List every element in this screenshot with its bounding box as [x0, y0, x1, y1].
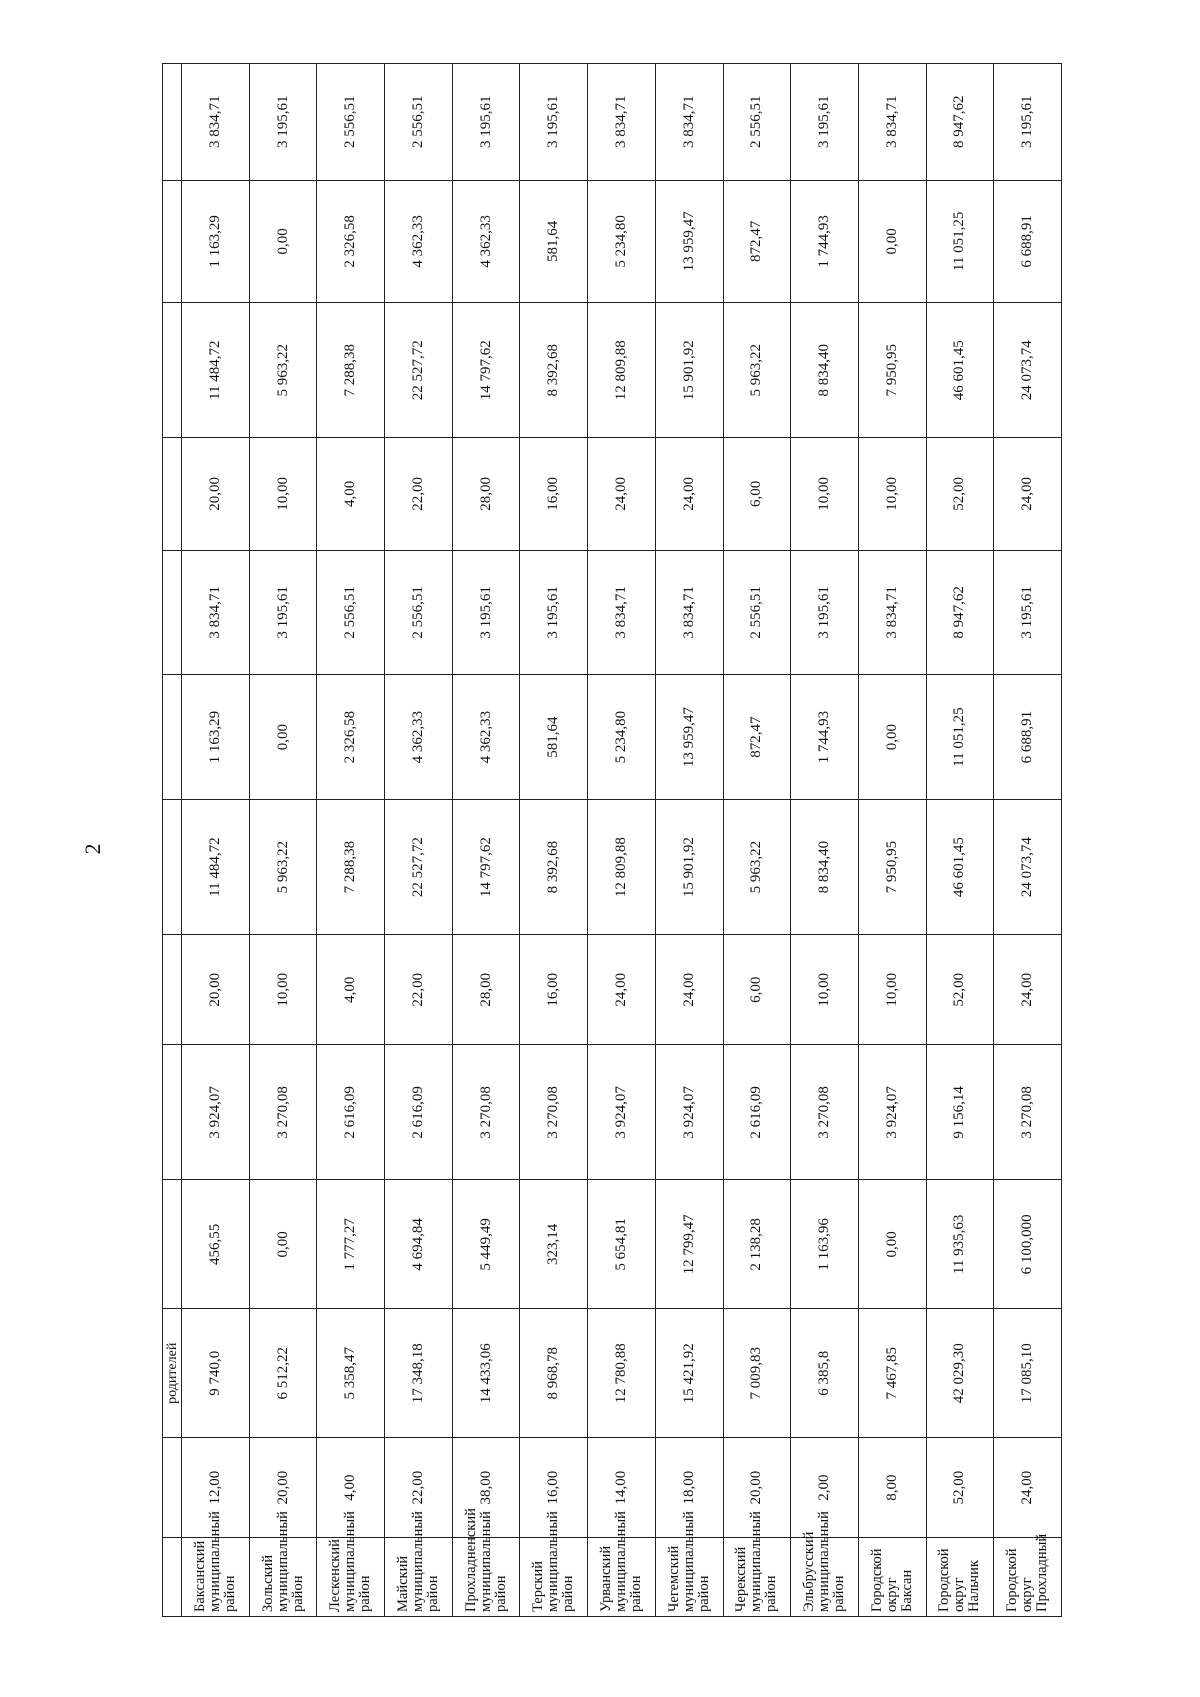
value-cell: 3 195,61 — [249, 550, 317, 675]
header-cell — [163, 438, 182, 550]
header-row — [163, 64, 182, 1617]
value-cell: 2,00 — [791, 1438, 859, 1538]
value-cell: 5 963,22 — [249, 800, 317, 935]
value-cell: 3 195,61 — [791, 64, 859, 181]
value-cell: 1 163,29 — [182, 675, 250, 800]
value-cell: 2 556,51 — [317, 550, 385, 675]
value-cell: 8 968,78 — [520, 1309, 588, 1438]
value-cell: 2 556,51 — [317, 64, 385, 181]
value-cell: 15 901,92 — [655, 303, 723, 438]
value-cell: 38,00 — [452, 1438, 520, 1538]
value-cell: 3 834,71 — [655, 64, 723, 181]
value-cell: 3 195,61 — [520, 550, 588, 675]
value-cell: 3 834,71 — [182, 550, 250, 675]
value-cell: 52,00 — [926, 438, 994, 550]
value-cell: 3 924,07 — [182, 1045, 250, 1180]
value-cell: 12 799,47 — [655, 1180, 723, 1309]
header-cell — [163, 550, 182, 675]
value-cell: 581,64 — [520, 675, 588, 800]
table-row — [520, 64, 588, 1617]
value-cell: 8 947,62 — [926, 64, 994, 181]
value-cell: 24,00 — [994, 438, 1062, 550]
value-cell: 52,00 — [926, 935, 994, 1045]
value-cell: 16,00 — [520, 935, 588, 1045]
table-row — [385, 64, 453, 1617]
value-cell: 20,00 — [182, 438, 250, 550]
value-cell: 15 421,92 — [655, 1309, 723, 1438]
value-cell: 4,00 — [317, 1438, 385, 1538]
district-name-cell: Городской округ Прохладный — [994, 1538, 1062, 1617]
page-number: 2 — [80, 843, 105, 855]
value-cell: 2 556,51 — [723, 64, 791, 181]
table-row — [452, 64, 520, 1617]
value-cell: 872,47 — [723, 180, 791, 303]
value-cell: 24,00 — [655, 438, 723, 550]
value-cell: 5 449,49 — [452, 1180, 520, 1309]
value-cell: 14 797,62 — [452, 303, 520, 438]
value-cell: 4 362,33 — [452, 675, 520, 800]
value-cell: 8 834,40 — [791, 303, 859, 438]
value-cell: 10,00 — [791, 438, 859, 550]
value-cell: 6 385,8 — [791, 1309, 859, 1438]
value-cell: 10,00 — [249, 935, 317, 1045]
table-row — [182, 64, 250, 1617]
value-cell: 10,00 — [858, 438, 926, 550]
value-cell: 42 029,30 — [926, 1309, 994, 1438]
district-name-cell: Прохладненский муниципальный район — [452, 1538, 520, 1617]
value-cell: 3 270,08 — [994, 1045, 1062, 1180]
value-cell: 24,00 — [588, 935, 656, 1045]
value-cell: 6 100,000 — [994, 1180, 1062, 1309]
value-cell: 12 809,88 — [588, 800, 656, 935]
value-cell: 2 556,51 — [385, 64, 453, 181]
rotated-table-wrapper — [162, 63, 1062, 1617]
value-cell: 7 950,95 — [858, 800, 926, 935]
value-cell: 3 195,61 — [994, 550, 1062, 675]
value-cell: 11 051,25 — [926, 675, 994, 800]
value-cell: 3 834,71 — [182, 64, 250, 181]
value-cell: 46 601,45 — [926, 800, 994, 935]
district-name-cell: Городской округ Баксан — [858, 1538, 926, 1617]
value-cell: 4 694,84 — [385, 1180, 453, 1309]
header-cell — [163, 800, 182, 935]
table-row — [249, 64, 317, 1617]
header-cell — [163, 1438, 182, 1538]
value-cell: 24,00 — [994, 935, 1062, 1045]
value-cell: 24,00 — [655, 935, 723, 1045]
value-cell: 16,00 — [520, 1438, 588, 1538]
value-cell: 14 433,06 — [452, 1309, 520, 1438]
value-cell: 0,00 — [858, 675, 926, 800]
header-cell — [163, 1538, 182, 1617]
value-cell: 2 326,58 — [317, 675, 385, 800]
value-cell: 13 959,47 — [655, 675, 723, 800]
value-cell: 1 744,93 — [791, 675, 859, 800]
table-row — [723, 64, 791, 1617]
table-row — [655, 64, 723, 1617]
value-cell: 22 527,72 — [385, 800, 453, 935]
value-cell: 4 362,33 — [385, 180, 453, 303]
value-cell: 4 362,33 — [385, 675, 453, 800]
header-cell — [163, 180, 182, 303]
value-cell: 17 348,18 — [385, 1309, 453, 1438]
value-cell: 7 288,38 — [317, 303, 385, 438]
value-cell: 3 834,71 — [588, 550, 656, 675]
value-cell: 5 963,22 — [723, 800, 791, 935]
value-cell: 3 834,71 — [858, 64, 926, 181]
district-name-cell: Майский муниципальный район — [385, 1538, 453, 1617]
header-cell — [163, 675, 182, 800]
value-cell: 46 601,45 — [926, 303, 994, 438]
value-cell: 11 484,72 — [182, 303, 250, 438]
value-cell: 10,00 — [791, 935, 859, 1045]
value-cell: 2 616,09 — [317, 1045, 385, 1180]
value-cell: 9 156,14 — [926, 1045, 994, 1180]
table-row — [317, 64, 385, 1617]
value-cell: 0,00 — [249, 180, 317, 303]
value-cell: 52,00 — [926, 1438, 994, 1538]
value-cell: 12 780,88 — [588, 1309, 656, 1438]
value-cell: 7 950,95 — [858, 303, 926, 438]
value-cell: 3 195,61 — [520, 64, 588, 181]
value-cell: 17 085,10 — [994, 1309, 1062, 1438]
value-cell: 8 834,40 — [791, 800, 859, 935]
value-cell: 12 809,88 — [588, 303, 656, 438]
value-cell: 323,14 — [520, 1180, 588, 1309]
value-cell: 24 073,74 — [994, 800, 1062, 935]
district-name-cell: Лескенский муниципальный район — [317, 1538, 385, 1617]
table-row — [926, 64, 994, 1617]
value-cell: 2 616,09 — [723, 1045, 791, 1180]
budget-table — [162, 63, 1062, 1617]
value-cell: 24 073,74 — [994, 303, 1062, 438]
value-cell: 3 195,61 — [452, 64, 520, 181]
header-cell-parents: родителей — [163, 1309, 182, 1438]
value-cell: 581,64 — [520, 180, 588, 303]
value-cell: 6,00 — [723, 438, 791, 550]
value-cell: 6 688,91 — [994, 180, 1062, 303]
value-cell: 3 834,71 — [858, 550, 926, 675]
value-cell: 24,00 — [994, 1438, 1062, 1538]
value-cell: 1 744,93 — [791, 180, 859, 303]
value-cell: 2 326,58 — [317, 180, 385, 303]
value-cell: 4 362,33 — [452, 180, 520, 303]
district-name-cell: Терский муниципальный район — [520, 1538, 588, 1617]
value-cell: 7 467,85 — [858, 1309, 926, 1438]
value-cell: 2 556,51 — [723, 550, 791, 675]
value-cell: 11 051,25 — [926, 180, 994, 303]
district-name-cell: Урванский муниципальный район — [588, 1538, 656, 1617]
district-name-cell: Городской округ Нальчик — [926, 1538, 994, 1617]
value-cell: 872,47 — [723, 675, 791, 800]
header-cell — [163, 1045, 182, 1180]
district-name-cell: Зольский муниципальный район — [249, 1538, 317, 1617]
table-row — [994, 64, 1062, 1617]
value-cell: 12,00 — [182, 1438, 250, 1538]
value-cell: 18,00 — [655, 1438, 723, 1538]
value-cell: 0,00 — [249, 1180, 317, 1309]
value-cell: 22,00 — [385, 935, 453, 1045]
value-cell: 3 924,07 — [588, 1045, 656, 1180]
value-cell: 3 270,08 — [452, 1045, 520, 1180]
value-cell: 1 163,96 — [791, 1180, 859, 1309]
value-cell: 24,00 — [588, 438, 656, 550]
header-cell — [163, 303, 182, 438]
value-cell: 3 270,08 — [791, 1045, 859, 1180]
district-name-cell: Чегемский муниципальный район — [655, 1538, 723, 1617]
value-cell: 2 138,28 — [723, 1180, 791, 1309]
value-cell: 3 834,71 — [588, 64, 656, 181]
value-cell: 20,00 — [182, 935, 250, 1045]
value-cell: 10,00 — [858, 935, 926, 1045]
value-cell: 3 270,08 — [520, 1045, 588, 1180]
table-row — [858, 64, 926, 1617]
value-cell: 5 963,22 — [249, 303, 317, 438]
value-cell: 8 392,68 — [520, 303, 588, 438]
value-cell: 456,55 — [182, 1180, 250, 1309]
value-cell: 7 288,38 — [317, 800, 385, 935]
value-cell: 2 556,51 — [385, 550, 453, 675]
value-cell: 9 740,0 — [182, 1309, 250, 1438]
value-cell: 8,00 — [858, 1438, 926, 1538]
value-cell: 11 484,72 — [182, 800, 250, 935]
table-row — [791, 64, 859, 1617]
value-cell: 3 924,07 — [655, 1045, 723, 1180]
value-cell: 5 358,47 — [317, 1309, 385, 1438]
value-cell: 20,00 — [249, 1438, 317, 1538]
value-cell: 3 195,61 — [249, 64, 317, 181]
value-cell: 20,00 — [723, 1438, 791, 1538]
value-cell: 8 392,68 — [520, 800, 588, 935]
value-cell: 14,00 — [588, 1438, 656, 1538]
value-cell: 14 797,62 — [452, 800, 520, 935]
district-name-cell: Черекский муниципальный район — [723, 1538, 791, 1617]
district-name-cell: Эльбрусский муниципальный район — [791, 1538, 859, 1617]
value-cell: 0,00 — [249, 675, 317, 800]
value-cell: 3 924,07 — [858, 1045, 926, 1180]
value-cell: 2 616,09 — [385, 1045, 453, 1180]
value-cell: 0,00 — [858, 1180, 926, 1309]
value-cell: 22,00 — [385, 1438, 453, 1538]
value-cell: 1 777,27 — [317, 1180, 385, 1309]
value-cell: 7 009,83 — [723, 1309, 791, 1438]
value-cell: 5 963,22 — [723, 303, 791, 438]
value-cell: 5 654,81 — [588, 1180, 656, 1309]
value-cell: 0,00 — [858, 180, 926, 303]
value-cell: 3 195,61 — [994, 64, 1062, 181]
value-cell: 15 901,92 — [655, 800, 723, 935]
value-cell: 3 270,08 — [249, 1045, 317, 1180]
value-cell: 5 234,80 — [588, 675, 656, 800]
value-cell: 22 527,72 — [385, 303, 453, 438]
value-cell: 11 935,63 — [926, 1180, 994, 1309]
value-cell: 28,00 — [452, 438, 520, 550]
value-cell: 13 959,47 — [655, 180, 723, 303]
value-cell: 6 688,91 — [994, 675, 1062, 800]
value-cell: 5 234,80 — [588, 180, 656, 303]
value-cell: 3 834,71 — [655, 550, 723, 675]
value-cell: 4,00 — [317, 438, 385, 550]
value-cell: 8 947,62 — [926, 550, 994, 675]
value-cell: 4,00 — [317, 935, 385, 1045]
header-cell — [163, 1180, 182, 1309]
value-cell: 16,00 — [520, 438, 588, 550]
value-cell: 6,00 — [723, 935, 791, 1045]
value-cell: 3 195,61 — [452, 550, 520, 675]
value-cell: 1 163,29 — [182, 180, 250, 303]
value-cell: 6 512,22 — [249, 1309, 317, 1438]
value-cell: 3 195,61 — [791, 550, 859, 675]
value-cell: 22,00 — [385, 438, 453, 550]
value-cell: 10,00 — [249, 438, 317, 550]
header-cell — [163, 935, 182, 1045]
district-name-cell: Баксанский муниципальный район — [182, 1538, 250, 1617]
table-row — [588, 64, 656, 1617]
header-cell — [163, 64, 182, 181]
value-cell: 28,00 — [452, 935, 520, 1045]
